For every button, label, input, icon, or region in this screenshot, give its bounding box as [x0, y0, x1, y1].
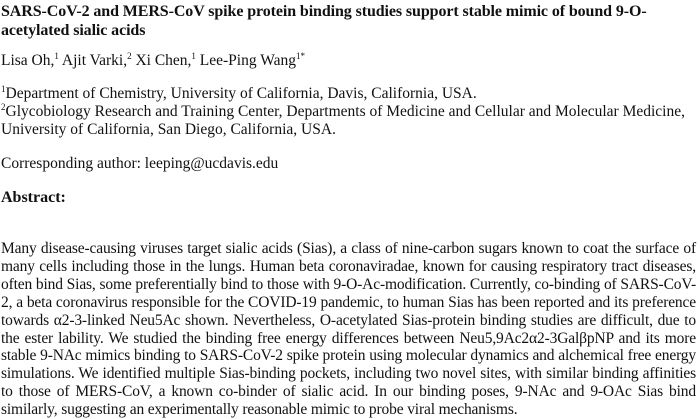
- affil-mark: 1: [54, 51, 59, 61]
- author: Ajit Varki,$^2$: [61, 51, 132, 69]
- affil-mark: 1: [191, 51, 196, 61]
- affiliation: $^1$Department of Chemistry, University of California, Davis, California, USA.: [1, 84, 477, 102]
- affiliation-list: [1, 85, 696, 139]
- affil-mark: 2: [127, 51, 132, 61]
- author-list: [1, 52, 696, 70]
- affil-mark: 1*: [295, 51, 305, 61]
- corresponding-author: Corresponding author: leeping@ucdavis.edu: [1, 155, 279, 172]
- abstract-text: Many disease-causing viruses target sialic acids (Sias), a class of nine-carbon sugars known to coat the surface of many cells including those in the lungs. Human beta coronaviradae, known for causing respiratory tract diseases, often bind Sias, some preferentially bind to those with 9-O-Ac-modification. Currently, co-binding of SARS-CoV-2, a beta coronavirus responsible for the COVID-19 pandemic, to human Sias has been reported and its preference towards α2-3-linked Neu5Ac shown. Nevertheless, O-acetylated Sias-protein binding studies are difficult, due to the ester lability. We studied the binding free energy differences between Neu5,9Ac2α2-3GalβpNP and its more stable 9-NAc mimics binding to SARS-CoV-2 spike protein using molecular dynamics and alchemical free energy simulations. We identified multiple Sias-binding pockets, including two novel sites, with similar binding affinities to those of MERS-CoV, a known co-binder of sialic acid. In our binding poses, 9-NAc and 9-OAc Sias bind similarly, suggesting an experimentally reasonable mimic to probe viral mechanisms.: [1, 240, 696, 419]
- affiliation: $^2$Glycobiology Research and Training Center, Departments of Medicine and Cellular and Molecular Medicine, University of California, San Diego, California, USA.: [1, 102, 685, 138]
- author: Lisa Oh,$^1$: [1, 51, 59, 69]
- paper-title: SARS-CoV-2 and MERS-CoV spike protein binding studies support stable mimic of bound 9-O-acetylated sialic acids: [1, 3, 647, 39]
- author: Lee-Ping Wang$^{1*}$: [199, 51, 305, 69]
- author: Xi Chen,$^1$: [135, 51, 196, 69]
- abstract-heading: Abstract:: [1, 189, 66, 206]
